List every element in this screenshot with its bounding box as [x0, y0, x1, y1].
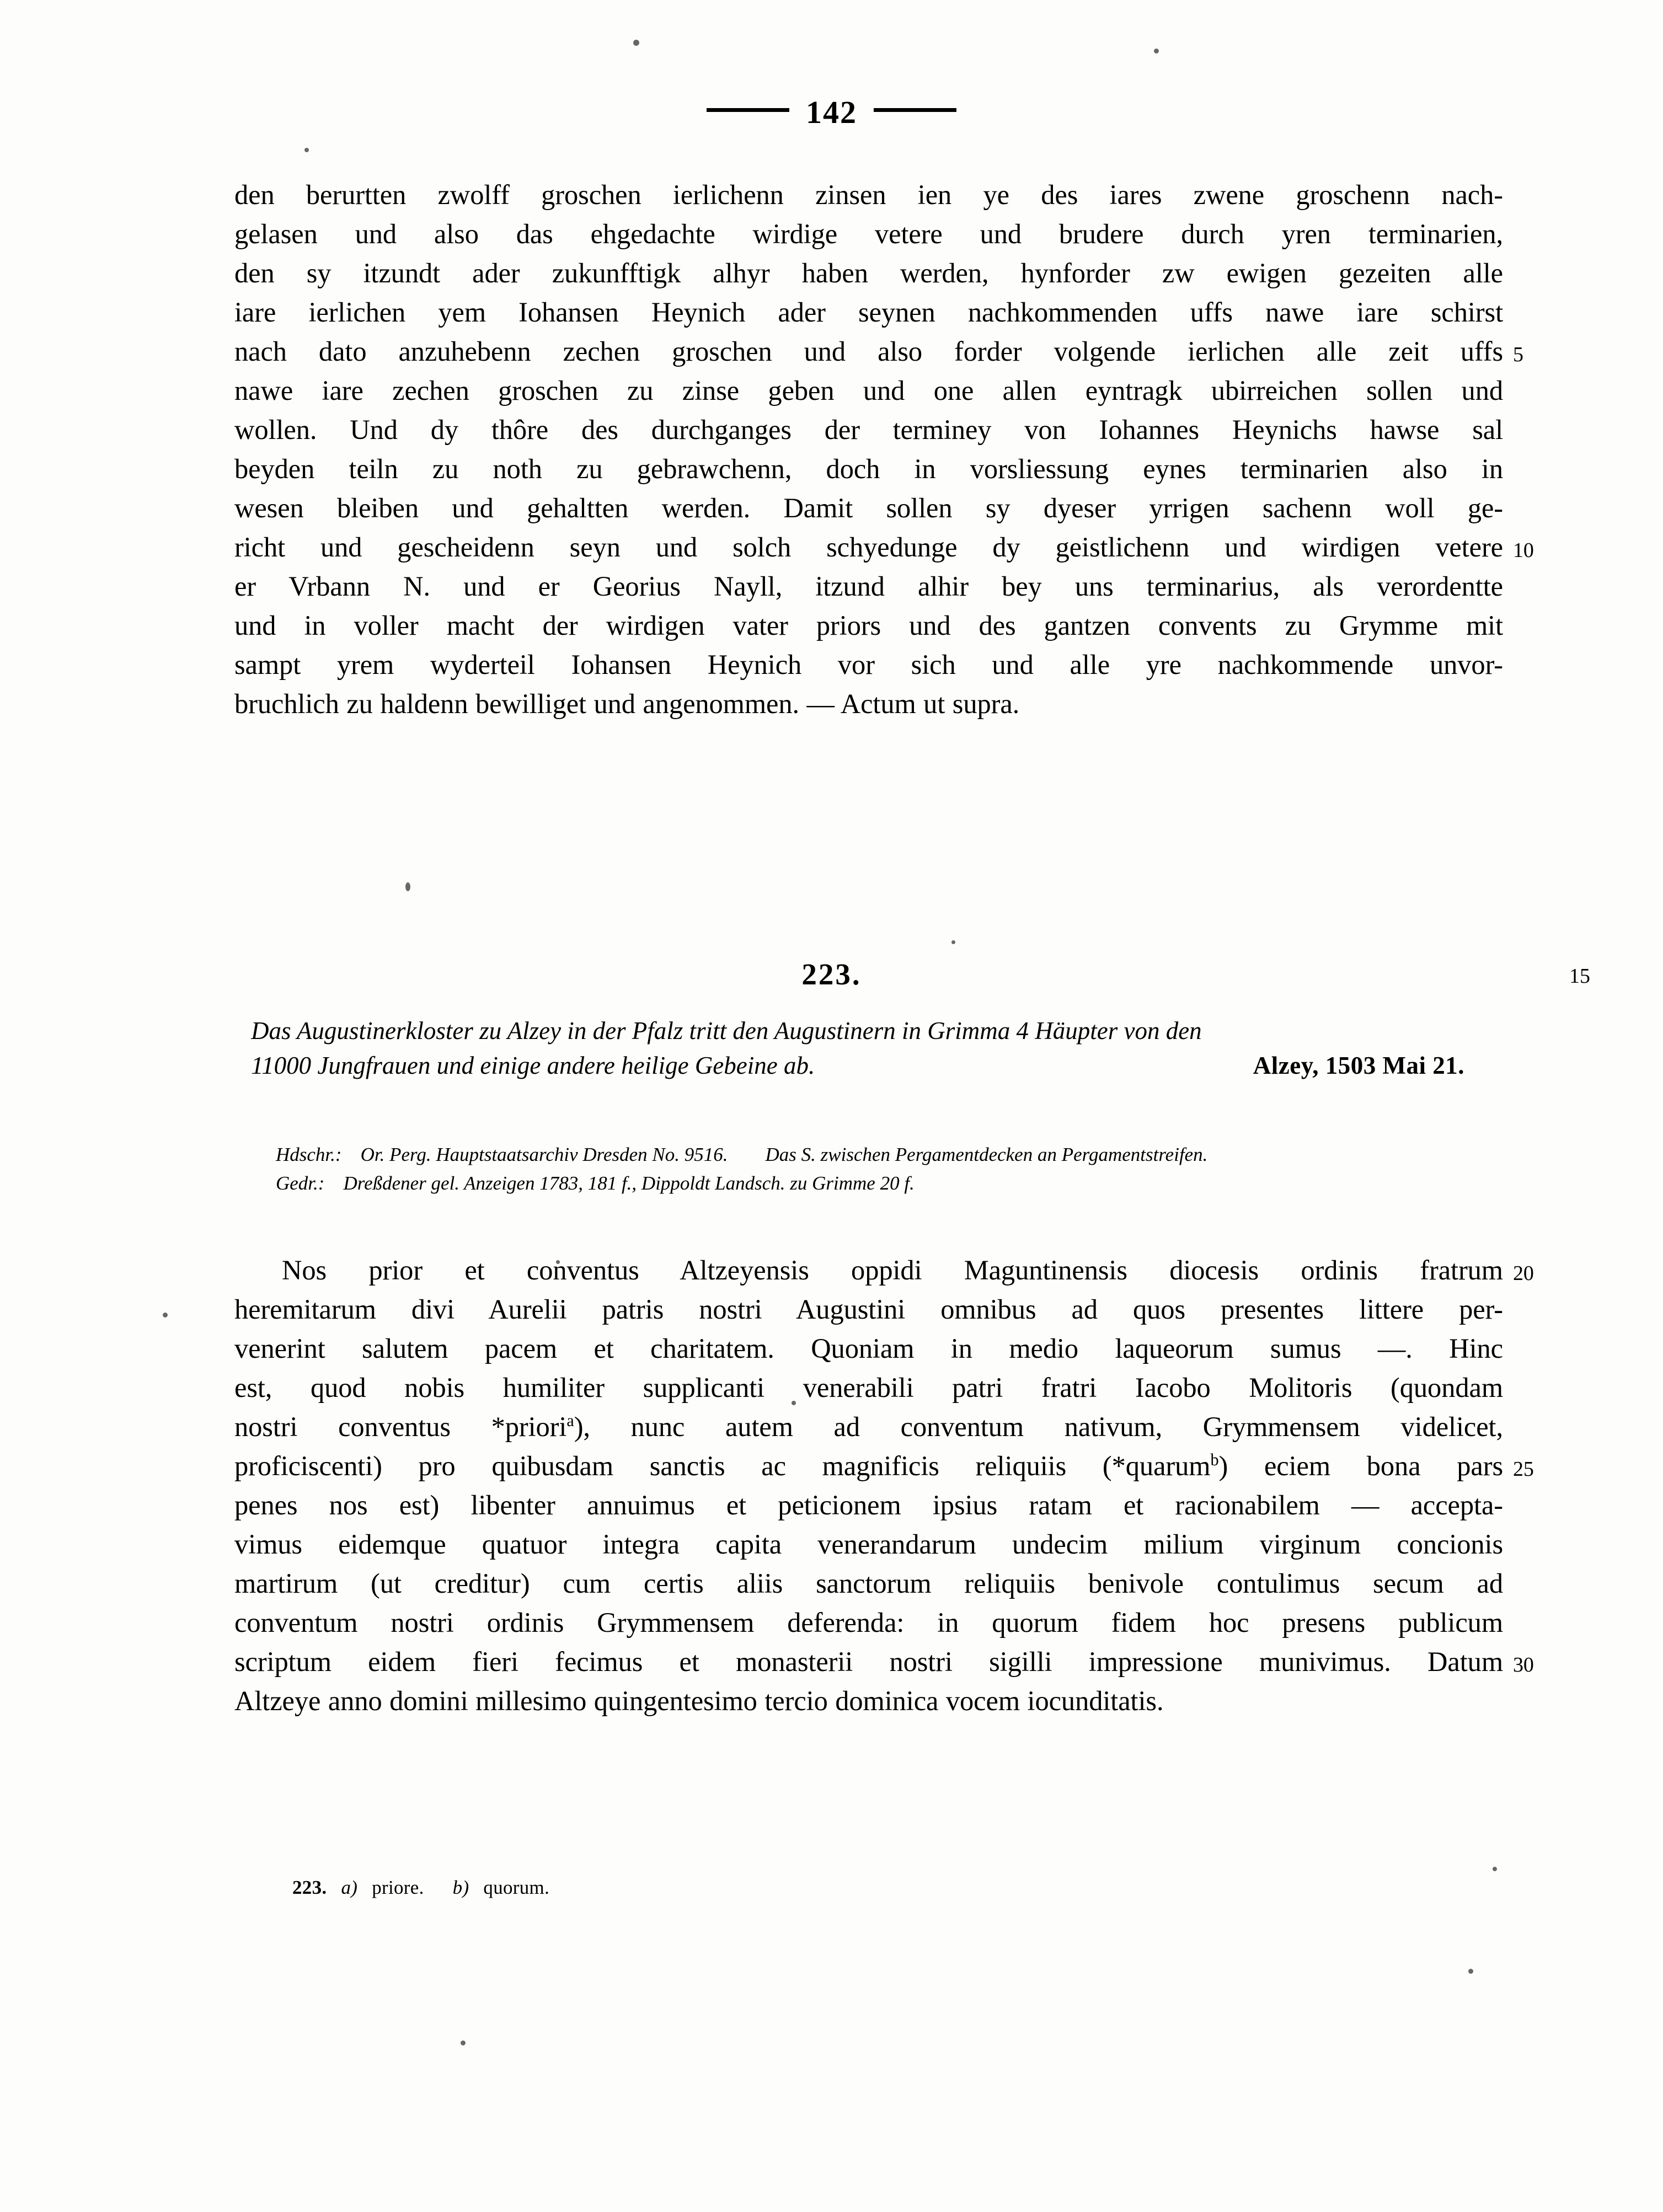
- head-rule-left: [707, 108, 789, 112]
- continued-document-text: [234, 175, 1534, 724]
- charter-regest: [251, 1014, 1509, 1083]
- line-text: nach dato anzuhebenn zechen groschen und also forder volgende ierlichen alle zeit uffs: [234, 336, 1503, 367]
- manuscript-label: Hdschr.:: [276, 1144, 342, 1165]
- regest-line-2-text: 11000 Jungfrauen und einige andere heilige Gebeine ab.: [251, 1052, 815, 1079]
- footnote-marker-b: b): [452, 1877, 469, 1898]
- charter-date: Alzey, 1503 Mai 21.: [1253, 1052, 1464, 1079]
- text-line: [234, 606, 1503, 645]
- paragraph: [234, 175, 1534, 724]
- text-line: [234, 489, 1503, 528]
- margin-line-number: 30: [1513, 1653, 1534, 1677]
- text-line: [234, 332, 1523, 371]
- charter-body-text: [234, 1251, 1534, 1721]
- line-text: und in voller macht der wirdigen vater priors und des gantzen convents zu Grymme mit: [234, 610, 1503, 641]
- margin-line-number: 5: [1513, 343, 1523, 366]
- line-text: wesen bleiben und gehaltten werden. Damit sollen sy dyeser yrrigen sachenn woll ge-: [234, 492, 1503, 523]
- line-text: martirum (ut creditur) cum certis aliis sanctorum reliquiis benivole contulimus secum ad: [234, 1568, 1503, 1599]
- paragraph: [234, 1251, 1534, 1721]
- margin-line-number: 25: [1513, 1458, 1534, 1481]
- line-text: beyden teiln zu noth zu gebrawchenn, doch in vorsliessung eynes terminarien also in: [234, 453, 1503, 484]
- line-text: den berurtten zwolff groschen ierlichenn zinsen ien ye des iares zwene groschenn nach-: [234, 179, 1503, 210]
- line-text: nostri conventus *priori$^a$), nunc autem ad conventum nativum, Grymmensem videlicet,: [234, 1411, 1503, 1442]
- text-line: [234, 1603, 1503, 1642]
- footnote-text-b: quorum.: [483, 1877, 550, 1898]
- apparatus-printed-row: [276, 1169, 1506, 1198]
- line-text: wollen. Und dy thôre des durchganges der terminey von Iohannes Heynichs hawse sal: [234, 414, 1503, 445]
- scan-speck: [951, 940, 955, 944]
- line-text: den sy itzundt ader zukunfftigk alhyr haben werden, hynforder zw ewigen gezeiten alle: [234, 258, 1503, 288]
- text-line: [234, 1329, 1503, 1368]
- charter-number: 223.: [801, 957, 862, 991]
- scan-speck: [405, 882, 410, 891]
- line-text: Altzeye anno domini millesimo quingentesimo tercio dominica vocem iocunditatis.: [234, 1685, 1164, 1716]
- text-line: [234, 1251, 1534, 1290]
- line-text: venerint salutem pacem et charitatem. Quoniam in medio laqueorum sumus —. Hinc: [234, 1333, 1503, 1364]
- text-line: [234, 449, 1503, 489]
- margin-line-number: 15: [1569, 965, 1590, 988]
- seal-note: Das S. zwischen Pergamentdecken an Pergamentstreifen.: [765, 1144, 1208, 1165]
- text-line: [234, 645, 1503, 684]
- source-apparatus: [276, 1140, 1506, 1198]
- regest-line-2: [251, 1048, 1509, 1083]
- text-line: [234, 1447, 1534, 1486]
- text-line: [234, 1486, 1503, 1525]
- scan-speck: [163, 1313, 168, 1317]
- line-text: conventum nostri ordinis Grymmensem deferenda: in quorum fidem hoc presens publicum: [234, 1607, 1503, 1638]
- regest-line-1: Das Augustinerkloster zu Alzey in der Pfalz tritt den Augustinern in Grimma 4 Häupter von den: [251, 1017, 1202, 1045]
- line-text: est, quod nobis humiliter supplicanti venerabili patri fratri Iacobo Molitoris (quondam: [234, 1372, 1503, 1403]
- text-line: [234, 1407, 1503, 1447]
- text-line: [234, 175, 1503, 215]
- text-line: [234, 371, 1503, 410]
- scan-speck: [461, 2040, 466, 2045]
- line-text: bruchlich zu haldenn bewilliget und angenommen. — Actum ut supra.: [234, 688, 1020, 719]
- text-line: [234, 1642, 1534, 1681]
- text-line: [234, 1564, 1503, 1603]
- scan-speck: [1154, 49, 1159, 53]
- line-text: nawe iare zechen groschen zu zinse geben und one allen eyntragk ubirreichen sollen und: [234, 375, 1503, 406]
- footnote-text-a: priore.: [372, 1877, 424, 1898]
- printed-text: Dreßdener gel. Anzeigen 1783, 181 f., Dippoldt Landsch. zu Grimme 20 f.: [343, 1172, 915, 1194]
- scan-speck: [304, 148, 309, 152]
- text-line: [234, 567, 1503, 606]
- text-line: [234, 215, 1503, 254]
- scan-speck: [1468, 1969, 1473, 1974]
- line-text: heremitarum divi Aurelii patris nostri Augustini omnibus ad quos presentes littere per-: [234, 1294, 1503, 1325]
- scan-speck: [633, 40, 639, 46]
- text-line: [234, 293, 1503, 332]
- margin-line-number: 10: [1513, 539, 1534, 562]
- line-text: vimus eidemque quatuor integra capita venerandarum undecim milium virginum concionis: [234, 1529, 1503, 1560]
- text-line: [234, 254, 1503, 293]
- footnote-variants: [292, 1874, 549, 1902]
- manuscript-text: Or. Perg. Hauptstaatsarchiv Dresden No. 9516.: [360, 1144, 728, 1165]
- footnote-marker-a: a): [341, 1877, 358, 1898]
- line-text: richt und gescheidenn seyn und solch schyedunge dy geistlichenn und wirdigen vetere: [234, 532, 1503, 563]
- text-line: [234, 410, 1503, 449]
- text-line: [234, 1681, 1503, 1721]
- text-line: [234, 528, 1534, 567]
- head-rule-right: [874, 108, 956, 112]
- line-text: sampt yrem wyderteil Iohansen Heynich vor sich und alle yre nachkommende unvor-: [234, 649, 1503, 680]
- line-text: iare ierlichen yem Iohansen Heynich ader seynen nachkommenden uffs nawe iare schirst: [234, 297, 1503, 328]
- footnote-number: 223.: [292, 1877, 327, 1898]
- line-text: er Vrbann N. und er Georius Nayll, itzund alhir bey uns terminarius, als verordentte: [234, 571, 1503, 602]
- text-line: [234, 1368, 1503, 1407]
- text-line: [234, 684, 1503, 724]
- page-number: 142: [806, 94, 857, 130]
- margin-line-number: 20: [1513, 1262, 1534, 1285]
- apparatus-manuscript-row: [276, 1140, 1506, 1169]
- printed-label: Gedr.:: [276, 1172, 325, 1194]
- line-text: proficiscenti) pro quibusdam sanctis ac magnificis reliquiis (*quarum$^b$) eciem bona pars: [234, 1450, 1503, 1481]
- scan-speck: [1493, 1867, 1497, 1871]
- line-text: scriptum eidem fieri fecimus et monasterii nostri sigilli impressione munivimus. Datum: [234, 1646, 1503, 1677]
- text-line: [234, 1290, 1503, 1329]
- text-line: [234, 1525, 1503, 1564]
- line-text: Nos prior et conventus Altzeyensis oppidi Maguntinensis diocesis ordinis fratrum: [282, 1255, 1503, 1286]
- line-text: gelasen und also das ehgedachte wirdige vetere und brudere durch yren terminarien,: [234, 218, 1503, 249]
- line-text: penes nos est) libenter annuimus et peticionem ipsius ratam et racionabilem — accepta-: [234, 1490, 1503, 1520]
- running-head: [0, 94, 1663, 131]
